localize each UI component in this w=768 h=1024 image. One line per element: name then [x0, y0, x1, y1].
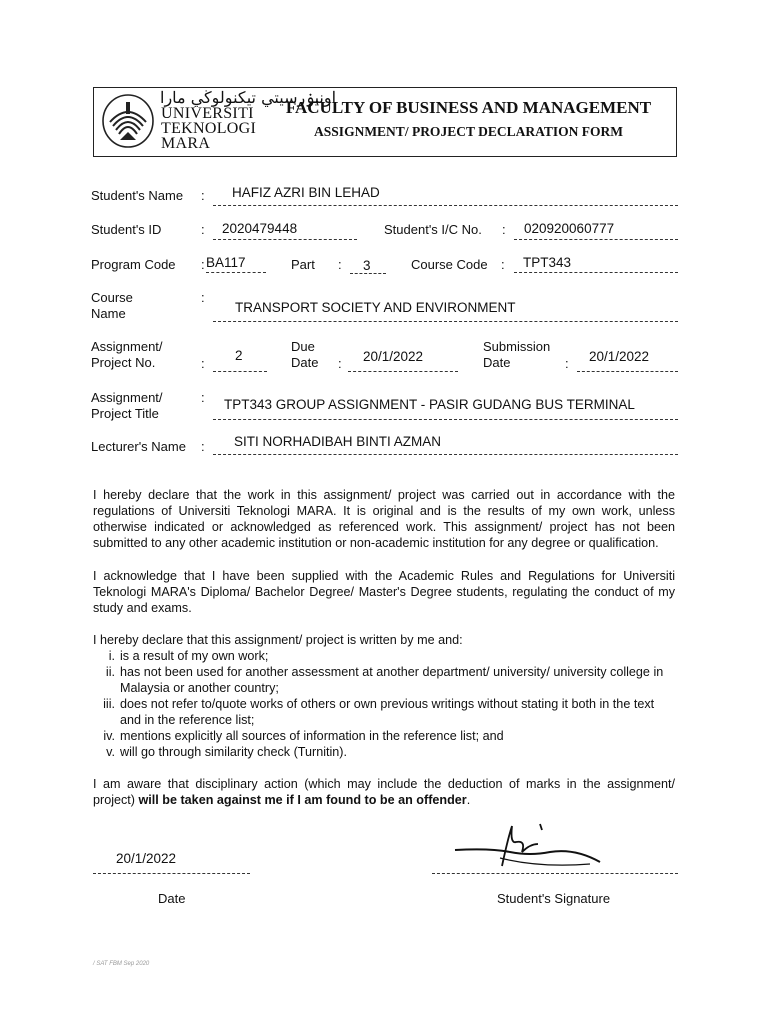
due-date-value[interactable]: 20/1/2022 — [363, 349, 424, 364]
colon: : — [501, 257, 505, 272]
student-id-value[interactable]: 2020479448 — [222, 221, 298, 236]
lecturer-value[interactable]: SITI NORHADIBAH BINTI AZMAN — [234, 434, 442, 449]
list-item-text: mentions explicitly all sources of information in the reference list; and — [120, 729, 504, 743]
form-title: ASSIGNMENT/ PROJECT DECLARATION FORM — [314, 124, 623, 139]
footer-form-code: / SAT FBM Sep 2020 — [93, 961, 150, 967]
course-code-value[interactable]: TPT343 — [523, 255, 572, 270]
awareness-bold-text: will be taken against me if I am found to be an offender — [138, 793, 467, 807]
project-title-line — [213, 419, 678, 420]
declaration-list — [93, 648, 675, 760]
course-name-label-1: Course — [91, 290, 133, 305]
logo-text-teknologi: TEKNOLOGI — [161, 120, 257, 137]
student-name-value[interactable]: HAFIZ AZRI BIN LEHAD — [232, 185, 380, 200]
part-label: Part — [291, 257, 315, 272]
ic-no-line — [514, 239, 678, 240]
faculty-title: FACULTY OF BUSINESS AND MANAGEMENT — [285, 98, 652, 117]
colon: : — [201, 290, 205, 305]
course-code-line — [514, 272, 678, 273]
due-date-line — [348, 371, 458, 372]
student-name-label: Student's Name — [91, 188, 184, 203]
list-item-text: has not been used for another assessment at another department/ university/ university college in Malaysia or another country; — [120, 665, 664, 695]
awareness-end: . — [466, 793, 471, 807]
list-item-text: is a result of my own work; — [120, 649, 269, 663]
assignment-no-value[interactable]: 2 — [235, 348, 243, 363]
list-item — [93, 696, 675, 728]
list-item-text: does not refer to/quote works of others or own previous writings without stating it both in the text and in the reference list; — [120, 697, 655, 727]
list-item — [93, 744, 675, 760]
due-date-label-1: Due — [291, 339, 315, 354]
course-name-line — [213, 321, 678, 322]
colon: : — [201, 439, 205, 454]
signature-label: Student's Signature — [497, 891, 611, 906]
colon: : — [201, 188, 205, 203]
list-item-text: will go through similarity check (Turnitin). — [120, 745, 347, 759]
colon: : — [502, 222, 506, 237]
awareness-statement — [93, 776, 675, 808]
colon: : — [201, 390, 205, 405]
logo-arabic-text: اونيۏرسيتي تيكنولوڬي مارا — [160, 88, 337, 107]
submission-date-label-1: Submission — [483, 339, 551, 354]
signature-line — [432, 873, 678, 874]
list-item — [93, 648, 675, 664]
project-title-label-2: Project Title — [91, 406, 159, 421]
list-item — [93, 728, 675, 744]
list-item — [93, 664, 675, 696]
student-id-line — [213, 239, 357, 240]
colon: : — [201, 356, 205, 371]
program-code-value[interactable]: BA117 — [206, 255, 246, 270]
declaration-paragraph-2: I acknowledge that I have been supplied with the Academic Rules and Regulations for Universiti Teknologi MARA's Diploma/ Bachelor Degree/ Master's Degree students, regulating the conduct of my study and exams. — [93, 569, 675, 615]
lecturer-label: Lecturer's Name — [91, 439, 186, 454]
list-item-number: iv. — [103, 729, 115, 743]
course-name-value[interactable]: TRANSPORT SOCIETY AND ENVIRONMENT — [235, 300, 516, 315]
course-name-label-2: Name — [91, 306, 126, 321]
due-date-label-2: Date — [291, 355, 319, 370]
signoff-date-line — [93, 873, 250, 874]
student-signature-icon[interactable] — [450, 818, 610, 878]
declaration-list-intro: I hereby declare that this assignment/ project is written by me and: — [93, 633, 463, 647]
ic-no-label: Student's I/C No. — [384, 222, 482, 237]
program-code-label: Program Code — [91, 257, 176, 272]
part-line — [350, 273, 386, 274]
awareness-text: I am aware that disciplinary action (which may include the deduction of marks in the assignment/ project) — [93, 777, 675, 807]
colon: : — [565, 356, 569, 371]
project-title-label-1: Assignment/ — [91, 390, 163, 405]
course-code-label: Course Code — [411, 257, 488, 272]
signoff-date-value[interactable]: 20/1/2022 — [116, 851, 177, 866]
logo-text-universiti: UNIVERSITI — [161, 105, 254, 122]
assignment-no-label-1: Assignment/ — [91, 339, 163, 354]
project-title-value[interactable]: TPT343 GROUP ASSIGNMENT - PASIR GUDANG BUS TERMINAL — [224, 397, 635, 412]
colon: : — [201, 257, 205, 272]
submission-date-line — [577, 371, 678, 372]
declaration-paragraph-1: I hereby declare that the work in this assignment/ project was carried out in accordance with the regulations of Universiti Teknologi MARA. It is original and is the results of my own work, unless otherwise indicated or acknowledged as referenced work. This assignment/ project has not been submitted to any other academic institution or non-academic institution for any degree or qualification. — [93, 488, 675, 550]
colon: : — [201, 222, 205, 237]
logo-text-mara: MARA — [161, 135, 211, 152]
ic-no-value[interactable]: 020920060777 — [524, 221, 615, 236]
lecturer-line — [213, 454, 678, 455]
list-item-number: ii. — [105, 665, 115, 679]
assignment-no-label-2: Project No. — [91, 355, 156, 370]
list-item-number: iii. — [103, 697, 115, 711]
signoff-date-label: Date — [158, 891, 186, 906]
colon: : — [338, 257, 342, 272]
program-code-line — [206, 272, 266, 273]
student-name-line — [213, 205, 678, 206]
assignment-no-line — [213, 371, 267, 372]
list-item-number: v. — [106, 745, 115, 759]
colon: : — [338, 356, 342, 371]
submission-date-value[interactable]: 20/1/2022 — [589, 349, 650, 364]
student-id-label: Student's ID — [91, 222, 162, 237]
part-value[interactable]: 3 — [363, 258, 371, 273]
list-item-number: i. — [108, 649, 115, 663]
uitm-emblem-icon — [100, 92, 156, 150]
submission-date-label-2: Date — [483, 355, 511, 370]
